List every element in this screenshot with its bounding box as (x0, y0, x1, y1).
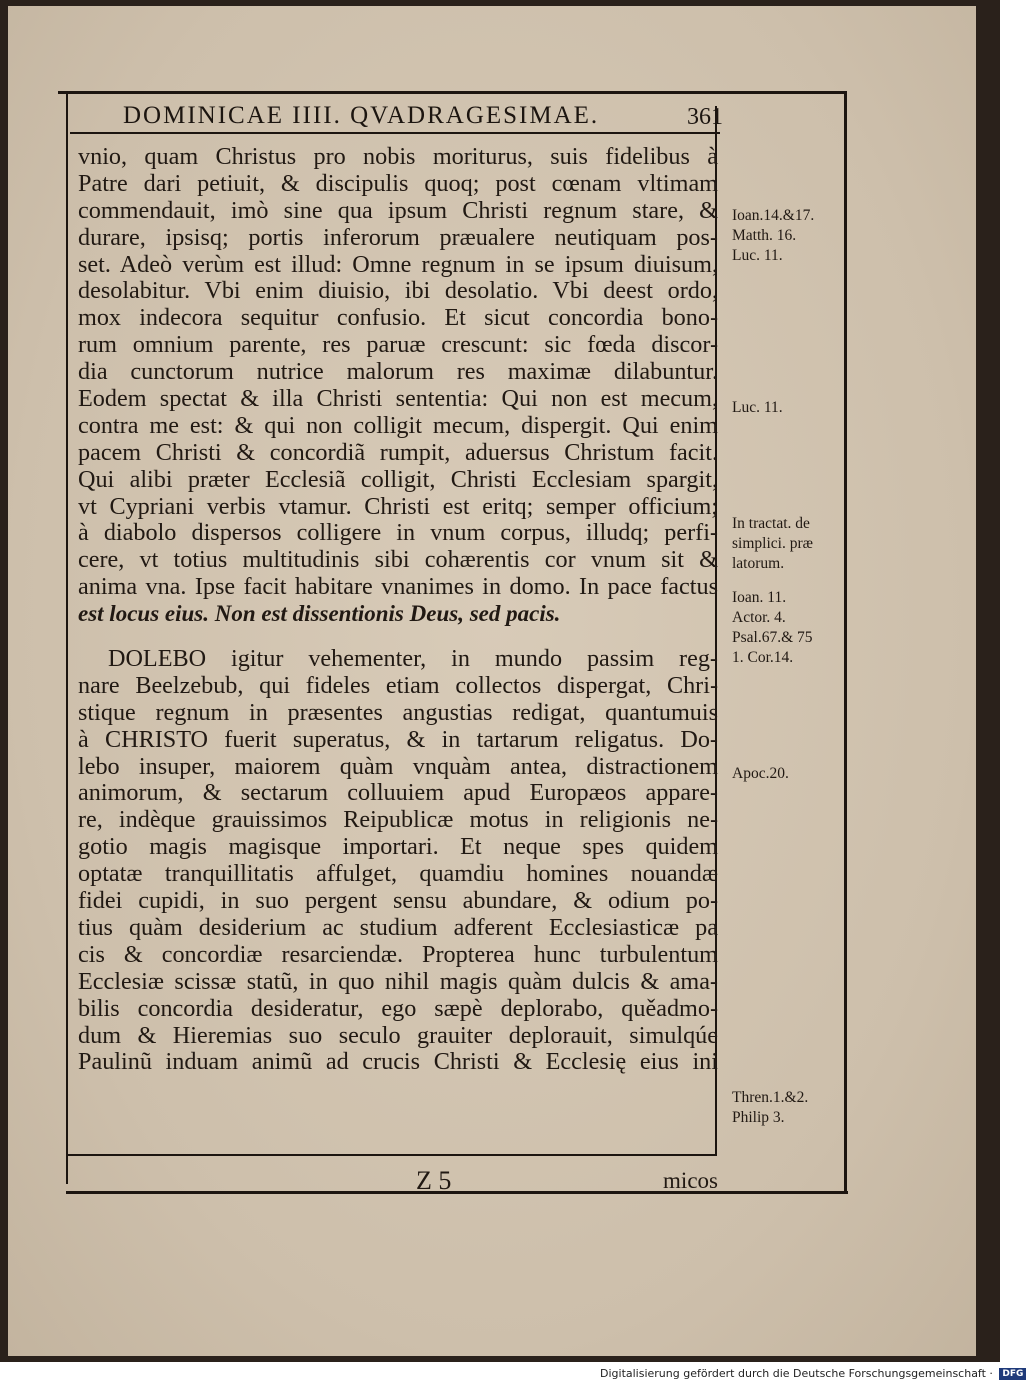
margin-note-line: Philip 3. (732, 1109, 785, 1126)
margin-note-line: Thren.1.&2. (732, 1089, 809, 1106)
text-line: vt Cypriani verbis vtamur. Christi est eritq; semper officium; (78, 492, 718, 520)
text-line: lebo insuper, maiorem quàm vnquàm antea, distractionem (78, 752, 718, 780)
text-line: DOLEBO igitur vehementer, in mundo passim reg- (108, 645, 718, 673)
text-line: dum & Hieremias suo seculo grauiter deplorauit, simulqúe (78, 1021, 718, 1049)
text-line: cis & concordiæ resarciendæ. Propterea hunc turbulentum (78, 940, 718, 968)
margin-note-line: Ioan.14.&17. (732, 207, 815, 224)
text-line: cere, vt totius multitudinis sibi cohærentis cor vnum sit & (78, 546, 718, 574)
text-line: nare Beelzebub, qui fideles etiam collectos dispergat, Chri- (78, 671, 718, 699)
text-line: Paulinũ induam animũ ad crucis Christi & Ecclesię eius ini (78, 1048, 718, 1076)
funding-notice (600, 1367, 1024, 1383)
margin-note (732, 588, 856, 668)
margin-note-line: Apoc.20. (732, 765, 789, 782)
funding-text: Digitalisierung gefördert durch die Deutsche Forschungsgemeinschaft · (600, 1367, 993, 1380)
text-line: mox indecora sequitur confusio. Et sicut concordia bono- (78, 304, 718, 332)
text-line: set. Adeò verùm est illud: Omne regnum in se ipsum diuisum, (78, 250, 718, 278)
text-line: desolabitur. Vbi enim diuisio, ibi desolatio. Vbi deest ordo, (78, 277, 718, 305)
text-line: stique regnum in præsentes angustias redigat, quantumuis (78, 698, 718, 726)
text-line: animorum, & sectarum colluuiem apud Europæos appare- (78, 779, 718, 807)
catchword: micos (663, 1168, 718, 1193)
text-line: Ecclesiæ scissæ statũ, in quo nihil magis quàm dulcis & ama- (78, 967, 718, 995)
dfg-logo: DFG (999, 1368, 1026, 1380)
text-line: Eodem spectat & illa Christi sententia: Qui non est mecum, (78, 385, 718, 413)
margin-note-line: Actor. 4. (732, 609, 786, 626)
margin-note (732, 514, 856, 574)
text-line: à diabolo dispersos colligere in vnum corpus, illudq; perfi- (78, 519, 718, 547)
text-line: pacem Christi & concordiã rumpit, aduersus Christum facit. (78, 438, 718, 466)
text-line: commendauit, imò sine qua ipsum Christi regnum stare, & (78, 196, 718, 224)
paragraph-gap (78, 628, 718, 646)
text-frame-left (66, 94, 68, 1184)
text-line: tius quàm desiderium ac studium adferent Ecclesiasticæ pa (78, 913, 718, 941)
page-footer (78, 1166, 718, 1202)
text-line-italic: est locus eius. Non est dissentionis Deus, sed pacis. (78, 601, 561, 627)
bottom-inner-rule (68, 1154, 716, 1156)
margin-note-line: In tractat. de (732, 515, 810, 532)
book-page (8, 6, 976, 1356)
text-line: à CHRISTO fuerit superatus, & in tartarum religatus. Do- (78, 725, 718, 753)
text-line: rum omnium parente, res paruæ crescunt: sic fœda discor- (78, 331, 718, 359)
text-line: dia cunctorum nutrice malorum res maximæ dilabuntur. (78, 358, 718, 386)
main-text-block (78, 144, 718, 1076)
text-line: gotio magis magisque importari. Et neque spes quidem (78, 833, 718, 861)
text-line: anima vna. Ipse facit habitare vnanimes in domo. In pace factus (78, 573, 718, 601)
text-line: vnio, quam Christus pro nobis moriturus, suis fidelibus à (78, 143, 718, 170)
margin-note (732, 398, 856, 418)
running-title: DOMINICAE IIII. QVADRAGESIMAE. (123, 102, 600, 129)
text-line: optatæ tranquillitatis affulget, quamdiu homines nouandæ (78, 860, 718, 888)
margin-note-line: Luc. 11. (732, 247, 783, 264)
margin-note-line: Matth. 16. (732, 227, 797, 244)
margin-note-line: Psal.67.& 75 (732, 629, 813, 646)
text-line: contra me est: & qui non colligit mecum, dispergit. Qui enim (78, 411, 718, 439)
margin-note (732, 206, 856, 266)
margin-note-line: Ioan. 11. (732, 589, 787, 606)
text-line: re, indèque grauissimos Reipublicæ motus in religionis ne- (78, 806, 718, 834)
text-line: Qui alibi præter Ecclesiã colligit, Christi Ecclesiam spargit, (78, 465, 718, 493)
text-line: Patre dari petiuit, & discipulis quoq; post cœnam vltimam (78, 169, 718, 197)
running-head (123, 102, 723, 138)
margin-note-line: simplici. præ (732, 535, 813, 552)
signature-mark: Z 5 (416, 1166, 452, 1195)
text-line: fidei cupidi, in suo pergent sensu abundare, & odium po- (78, 887, 718, 915)
text-line: bilis concordia desideratur, ego sæpè deplorabo, quěadmo- (78, 994, 718, 1022)
margin-note (732, 764, 856, 784)
page-number: 361 (687, 104, 723, 130)
margin-note (732, 1088, 856, 1128)
margin-note-line: 1. Cor.14. (732, 649, 794, 666)
margin-note-line: latorum. (732, 555, 785, 572)
text-line: durare, ipsisq; portis inferorum præualere neutiquam pos- (78, 223, 718, 251)
margin-note-line: Luc. 11. (732, 399, 783, 416)
top-rule (58, 91, 846, 94)
